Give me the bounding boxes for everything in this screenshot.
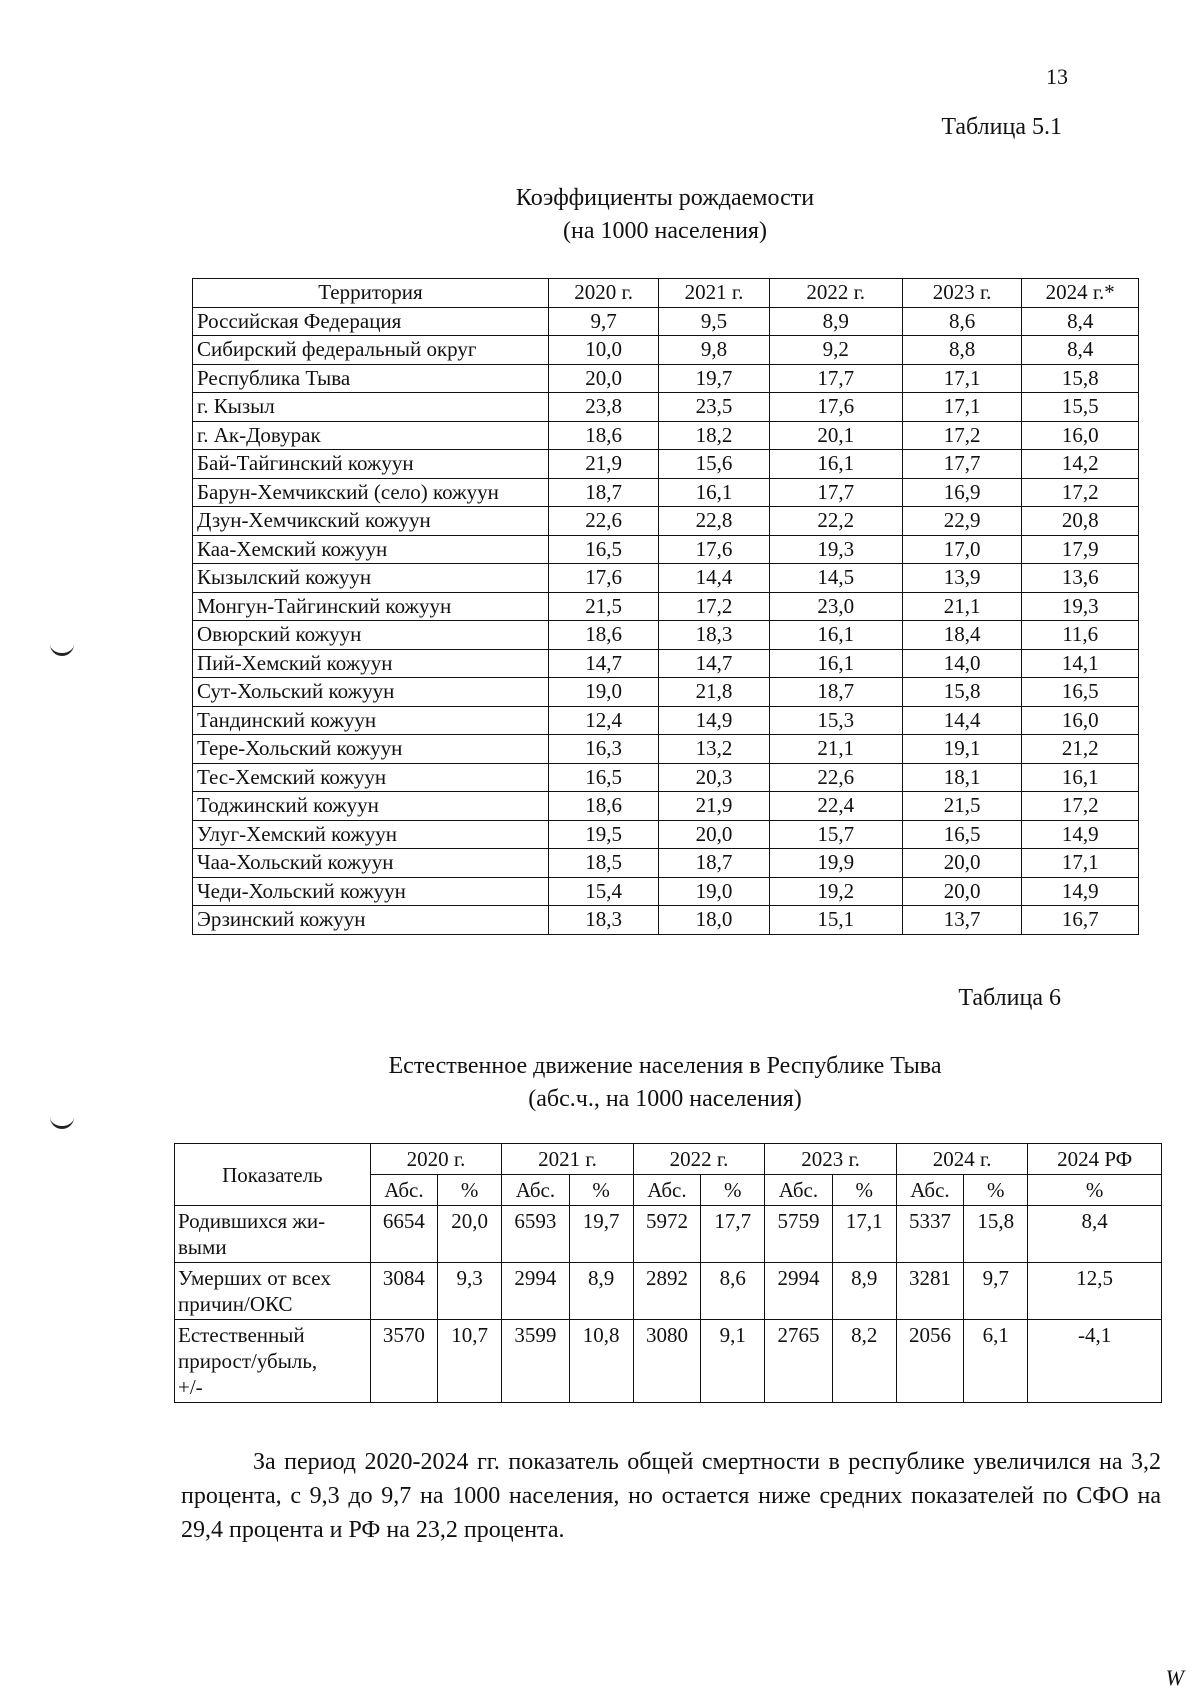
percent-value: 10,8 [569,1320,633,1403]
percent-value: 8,9 [569,1263,633,1320]
territory-name: Бай-Тайгинский кожуун [193,450,549,479]
rate-value: 17,7 [769,364,902,393]
territory-name: Дзун-Хемчикский кожуун [193,507,549,536]
table-row [193,792,1139,821]
rate-value: 17,2 [1022,478,1139,507]
rate-value: 17,6 [769,393,902,422]
table-row [193,535,1139,564]
percent-value: 8,2 [832,1320,896,1403]
territory-name: Улуг-Хемский кожуун [193,820,549,849]
territory-name: г. Кызыл [193,393,549,422]
territory-name: Монгун-Тайгинский кожуун [193,592,549,621]
table-row [193,763,1139,792]
territory-name: Овюрский кожуун [193,621,549,650]
handwritten-mark: W [1165,1665,1184,1690]
rate-value: 17,9 [1022,535,1139,564]
rate-value: 20,1 [769,421,902,450]
territory-name: Тоджинский кожуун [193,792,549,821]
territory-name: г. Ак-Довурак [193,421,549,450]
rate-value: 18,0 [659,906,769,935]
table-row [193,649,1139,678]
absolute-value: 2994 [502,1263,569,1320]
header-year: 2021 г. [502,1144,634,1175]
indicator-label: Естественный прирост/убыль, +/- [175,1320,371,1403]
rate-value: 23,0 [769,592,902,621]
natural-movement-table [174,1143,1162,1403]
birth-rate-table [192,278,1139,935]
percent-value: 17,1 [832,1206,896,1263]
absolute-value: 3599 [502,1320,569,1403]
rate-value: 14,7 [548,649,658,678]
rate-value: 19,0 [548,678,658,707]
rate-value: 21,9 [659,792,769,821]
rate-value: 20,0 [902,877,1022,906]
percent-value: 8,6 [701,1263,765,1320]
territory-name: Сибирский федеральный округ [193,336,549,365]
rate-value: 13,9 [902,564,1022,593]
header-percent: % [1028,1175,1162,1206]
rate-value: 14,7 [659,649,769,678]
rate-value: 18,7 [659,849,769,878]
rate-value: 23,8 [548,393,658,422]
header-year: 2021 г. [659,279,769,308]
rate-value: 15,1 [769,906,902,935]
header-year: 2020 г. [548,279,658,308]
rate-value: 18,7 [548,478,658,507]
rate-value: 14,9 [1022,820,1139,849]
absolute-value: 3281 [896,1263,963,1320]
rate-value: 20,0 [659,820,769,849]
rf-value: 8,4 [1028,1206,1162,1263]
table-row [193,507,1139,536]
table-5-1-label: Таблица 5.1 [941,114,1062,140]
header-percent: % [964,1175,1028,1206]
rate-value: 16,5 [902,820,1022,849]
percent-value: 10,7 [438,1320,502,1403]
rate-value: 14,9 [659,706,769,735]
rate-value: 18,5 [548,849,658,878]
table-row [193,564,1139,593]
rate-value: 14,4 [902,706,1022,735]
rate-value: 16,7 [1022,906,1139,935]
table-row [193,849,1139,878]
rf-value: -4,1 [1028,1320,1162,1403]
percent-value: 20,0 [438,1206,502,1263]
rate-value: 14,4 [659,564,769,593]
absolute-value: 2892 [633,1263,700,1320]
rate-value: 17,2 [1022,792,1139,821]
rate-value: 22,6 [548,507,658,536]
rate-value: 17,1 [902,364,1022,393]
rate-value: 19,2 [769,877,902,906]
table-row [193,592,1139,621]
territory-name: Барун-Хемчикский (село) кожуун [193,478,549,507]
rate-value: 18,3 [659,621,769,650]
table-6-title-line1: Естественное движение населения в Республике Тыва [388,1053,942,1079]
rate-value: 16,0 [1022,706,1139,735]
rate-value: 19,3 [769,535,902,564]
rate-value: 12,4 [548,706,658,735]
territory-name: Каа-Хемский кожуун [193,535,549,564]
rate-value: 8,4 [1022,336,1139,365]
percent-value: 6,1 [964,1320,1028,1403]
margin-mark [50,641,74,656]
percent-value: 9,7 [964,1263,1028,1320]
rate-value: 11,6 [1022,621,1139,650]
rate-value: 15,8 [902,678,1022,707]
indicator-label: Умерших от всех причин/ОКС [175,1263,371,1320]
percent-value: 9,1 [701,1320,765,1403]
absolute-value: 3084 [370,1263,437,1320]
summary-text: За период 2020-2024 гг. показатель общей смертности в республике увеличился на 3,2 процента, с 9,3 до 9,7 на 1000 населения, но остается ниже средних показателей по СФО на 29,4 процента и РФ на 23,2 процента. [181,1449,1161,1543]
percent-value: 9,3 [438,1263,502,1320]
rate-value: 21,5 [902,792,1022,821]
table-6-title-line2: (абс.ч., на 1000 населения) [528,1086,802,1112]
absolute-value: 3080 [633,1320,700,1403]
rate-value: 17,2 [659,592,769,621]
rate-value: 17,1 [902,393,1022,422]
header-year: 2022 г. [769,279,902,308]
rate-value: 21,1 [769,735,902,764]
territory-name: Эрзинский кожуун [193,906,549,935]
rate-value: 20,0 [902,849,1022,878]
rate-value: 20,0 [548,364,658,393]
header-abs: Абс. [370,1175,437,1206]
rate-value: 21,1 [902,592,1022,621]
header-year: 2020 г. [370,1144,502,1175]
rate-value: 15,6 [659,450,769,479]
table-row [193,735,1139,764]
absolute-value: 6593 [502,1206,569,1263]
rate-value: 21,5 [548,592,658,621]
rate-value: 14,9 [1022,877,1139,906]
territory-name: Республика Тыва [193,364,549,393]
percent-value: 15,8 [964,1206,1028,1263]
rate-value: 21,9 [548,450,658,479]
territory-name: Тандинский кожуун [193,706,549,735]
rate-value: 17,2 [902,421,1022,450]
table-row [193,678,1139,707]
header-percent: % [701,1175,765,1206]
rate-value: 18,6 [548,621,658,650]
rate-value: 16,1 [1022,763,1139,792]
table-row [193,706,1139,735]
rate-value: 21,8 [659,678,769,707]
header-year: 2022 г. [633,1144,765,1175]
percent-value: 19,7 [569,1206,633,1263]
rate-value: 15,3 [769,706,902,735]
header-indicator: Показатель [175,1144,371,1206]
margin-mark [50,1114,74,1129]
header-percent: % [438,1175,502,1206]
rate-value: 16,1 [659,478,769,507]
table-row [193,820,1139,849]
rate-value: 14,1 [1022,649,1139,678]
rate-value: 18,2 [659,421,769,450]
rate-value: 20,3 [659,763,769,792]
territory-name: Сут-Хольский кожуун [193,678,549,707]
header-year: 2024 г. [896,1144,1028,1175]
table-row [193,336,1139,365]
rate-value: 18,3 [548,906,658,935]
rate-value: 8,4 [1022,307,1139,336]
absolute-value: 5972 [633,1206,700,1263]
rate-value: 8,8 [902,336,1022,365]
rate-value: 20,8 [1022,507,1139,536]
rate-value: 9,2 [769,336,902,365]
table-row [175,1320,1162,1403]
header-year: 2023 г. [765,1144,897,1175]
rate-value: 13,6 [1022,564,1139,593]
rate-value: 17,7 [769,478,902,507]
rate-value: 16,1 [769,450,902,479]
rate-value: 22,8 [659,507,769,536]
rate-value: 10,0 [548,336,658,365]
rate-value: 19,7 [659,364,769,393]
absolute-value: 2994 [765,1263,832,1320]
table-5-1-title-line2: (на 1000 населения) [563,218,767,244]
rate-value: 18,4 [902,621,1022,650]
rate-value: 16,5 [1022,678,1139,707]
absolute-value: 5337 [896,1206,963,1263]
table-row [193,450,1139,479]
table-6-title [0,1050,1200,1116]
rate-value: 17,6 [659,535,769,564]
rate-value: 19,1 [902,735,1022,764]
header-abs: Абс. [896,1175,963,1206]
summary-paragraph [181,1445,1161,1547]
table-row [193,621,1139,650]
rate-value: 23,5 [659,393,769,422]
rate-value: 19,3 [1022,592,1139,621]
header-territory: Территория [193,279,549,308]
header-abs: Абс. [502,1175,569,1206]
rate-value: 9,7 [548,307,658,336]
table-5-1-title [0,182,1200,248]
territory-name: Кызылский кожуун [193,564,549,593]
rate-value: 19,5 [548,820,658,849]
territory-name: Тес-Хемский кожуун [193,763,549,792]
rate-value: 9,5 [659,307,769,336]
table-row [193,877,1139,906]
rate-value: 13,2 [659,735,769,764]
table-row [175,1206,1162,1263]
rate-value: 15,5 [1022,393,1139,422]
rate-value: 22,9 [902,507,1022,536]
rate-value: 16,3 [548,735,658,764]
rate-value: 19,9 [769,849,902,878]
table-5-1-title-line1: Коэффициенты рождаемости [515,185,815,211]
absolute-value: 3570 [370,1320,437,1403]
rate-value: 14,2 [1022,450,1139,479]
rate-value: 9,8 [659,336,769,365]
rate-value: 15,7 [769,820,902,849]
rate-value: 21,2 [1022,735,1139,764]
rate-value: 14,0 [902,649,1022,678]
page-number: 13 [1046,64,1068,89]
table-row [193,364,1139,393]
header-abs: Абс. [633,1175,700,1206]
rate-value: 14,5 [769,564,902,593]
rf-value: 12,5 [1028,1263,1162,1320]
table-row [175,1263,1162,1320]
percent-value: 8,9 [832,1263,896,1320]
territory-name: Российская Федерация [193,307,549,336]
table-6-label: Таблица 6 [958,985,1061,1011]
rate-value: 16,5 [548,535,658,564]
rate-value: 13,7 [902,906,1022,935]
header-rf: 2024 РФ [1028,1144,1162,1175]
rate-value: 15,4 [548,877,658,906]
table-row [193,393,1139,422]
territory-name: Чаа-Хольский кожуун [193,849,549,878]
indicator-label: Родившихся жи- выми [175,1206,371,1263]
table-row [193,906,1139,935]
rate-value: 22,6 [769,763,902,792]
rate-value: 15,8 [1022,364,1139,393]
rate-value: 22,4 [769,792,902,821]
header-year: 2023 г. [902,279,1022,308]
territory-name: Пий-Хемский кожуун [193,649,549,678]
rate-value: 8,6 [902,307,1022,336]
rate-value: 18,7 [769,678,902,707]
table-header-row [175,1144,1162,1175]
rate-value: 18,6 [548,792,658,821]
rate-value: 17,7 [902,450,1022,479]
header-percent: % [832,1175,896,1206]
table-row [193,307,1139,336]
rate-value: 17,1 [1022,849,1139,878]
absolute-value: 6654 [370,1206,437,1263]
absolute-value: 2056 [896,1320,963,1403]
rate-value: 16,0 [1022,421,1139,450]
rate-value: 22,2 [769,507,902,536]
percent-value: 17,7 [701,1206,765,1263]
header-percent: % [569,1175,633,1206]
rate-value: 17,6 [548,564,658,593]
absolute-value: 2765 [765,1320,832,1403]
territory-name: Тере-Хольский кожуун [193,735,549,764]
rate-value: 18,6 [548,421,658,450]
rate-value: 16,1 [769,621,902,650]
rate-value: 17,0 [902,535,1022,564]
table-header-row [193,279,1139,308]
rate-value: 8,9 [769,307,902,336]
rate-value: 19,0 [659,877,769,906]
table-row [193,421,1139,450]
absolute-value: 5759 [765,1206,832,1263]
rate-value: 16,1 [769,649,902,678]
rate-value: 18,1 [902,763,1022,792]
territory-name: Чеди-Хольский кожуун [193,877,549,906]
header-year: 2024 г.* [1022,279,1139,308]
rate-value: 16,9 [902,478,1022,507]
header-abs: Абс. [765,1175,832,1206]
rate-value: 16,5 [548,763,658,792]
table-row [193,478,1139,507]
